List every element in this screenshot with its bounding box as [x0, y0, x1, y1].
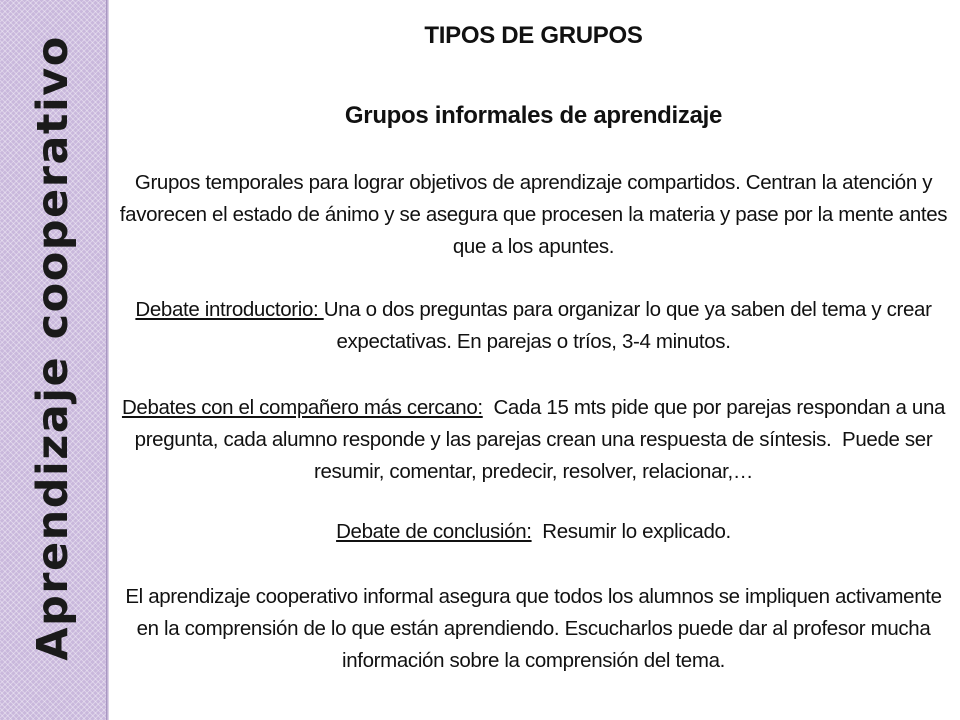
sidebar-panel: [0, 0, 106, 720]
section-text: Una o dos preguntas para organizar lo que ya saben del tema y crear expectativas. En parejas o tríos, 3-4 minutos.: [323, 298, 932, 353]
section-debate-conclusion: [112, 516, 955, 548]
section-label: Debates con el compañero más cercano:: [121, 396, 483, 419]
page-subtitle: Grupos informales de aprendizaje: [344, 102, 723, 129]
section-text: Cada 15 mts pide que por parejas respondan a una pregunta, cada alumno responde y las parejas crean una respuesta de síntesis. Puede ser resumir, comentar, predecir, resolver, relacionar,…: [134, 396, 951, 483]
sidebar-vertical-title: Aprendizaje cooperativo: [28, 35, 78, 661]
section-debate-introductorio: [112, 294, 955, 358]
intro-paragraph: Grupos temporales para lograr objetivos de aprendizaje compartidos. Centran la atención y favorecen el estado de ánimo y se asegura que procesen la materia y pase por la mente antes que a los apuntes.: [119, 171, 948, 258]
slide-content: [112, 0, 955, 720]
page-title: TIPOS DE GRUPOS: [424, 22, 643, 49]
conclusion-paragraph: El aprendizaje cooperativo informal asegura que todos los alumnos se impliquen activamente en la comprensión de lo que están aprendiendo. Escucharlos puede dar al profesor mucha información sobre la comprensión del tema.: [125, 585, 942, 672]
section-label: Debate de conclusión:: [336, 520, 532, 543]
section-text: Resumir lo explicado.: [531, 520, 731, 543]
section-label: Debate introductorio:: [135, 298, 324, 321]
sidebar-divider: [106, 0, 109, 720]
section-debates-companero: [112, 392, 955, 488]
